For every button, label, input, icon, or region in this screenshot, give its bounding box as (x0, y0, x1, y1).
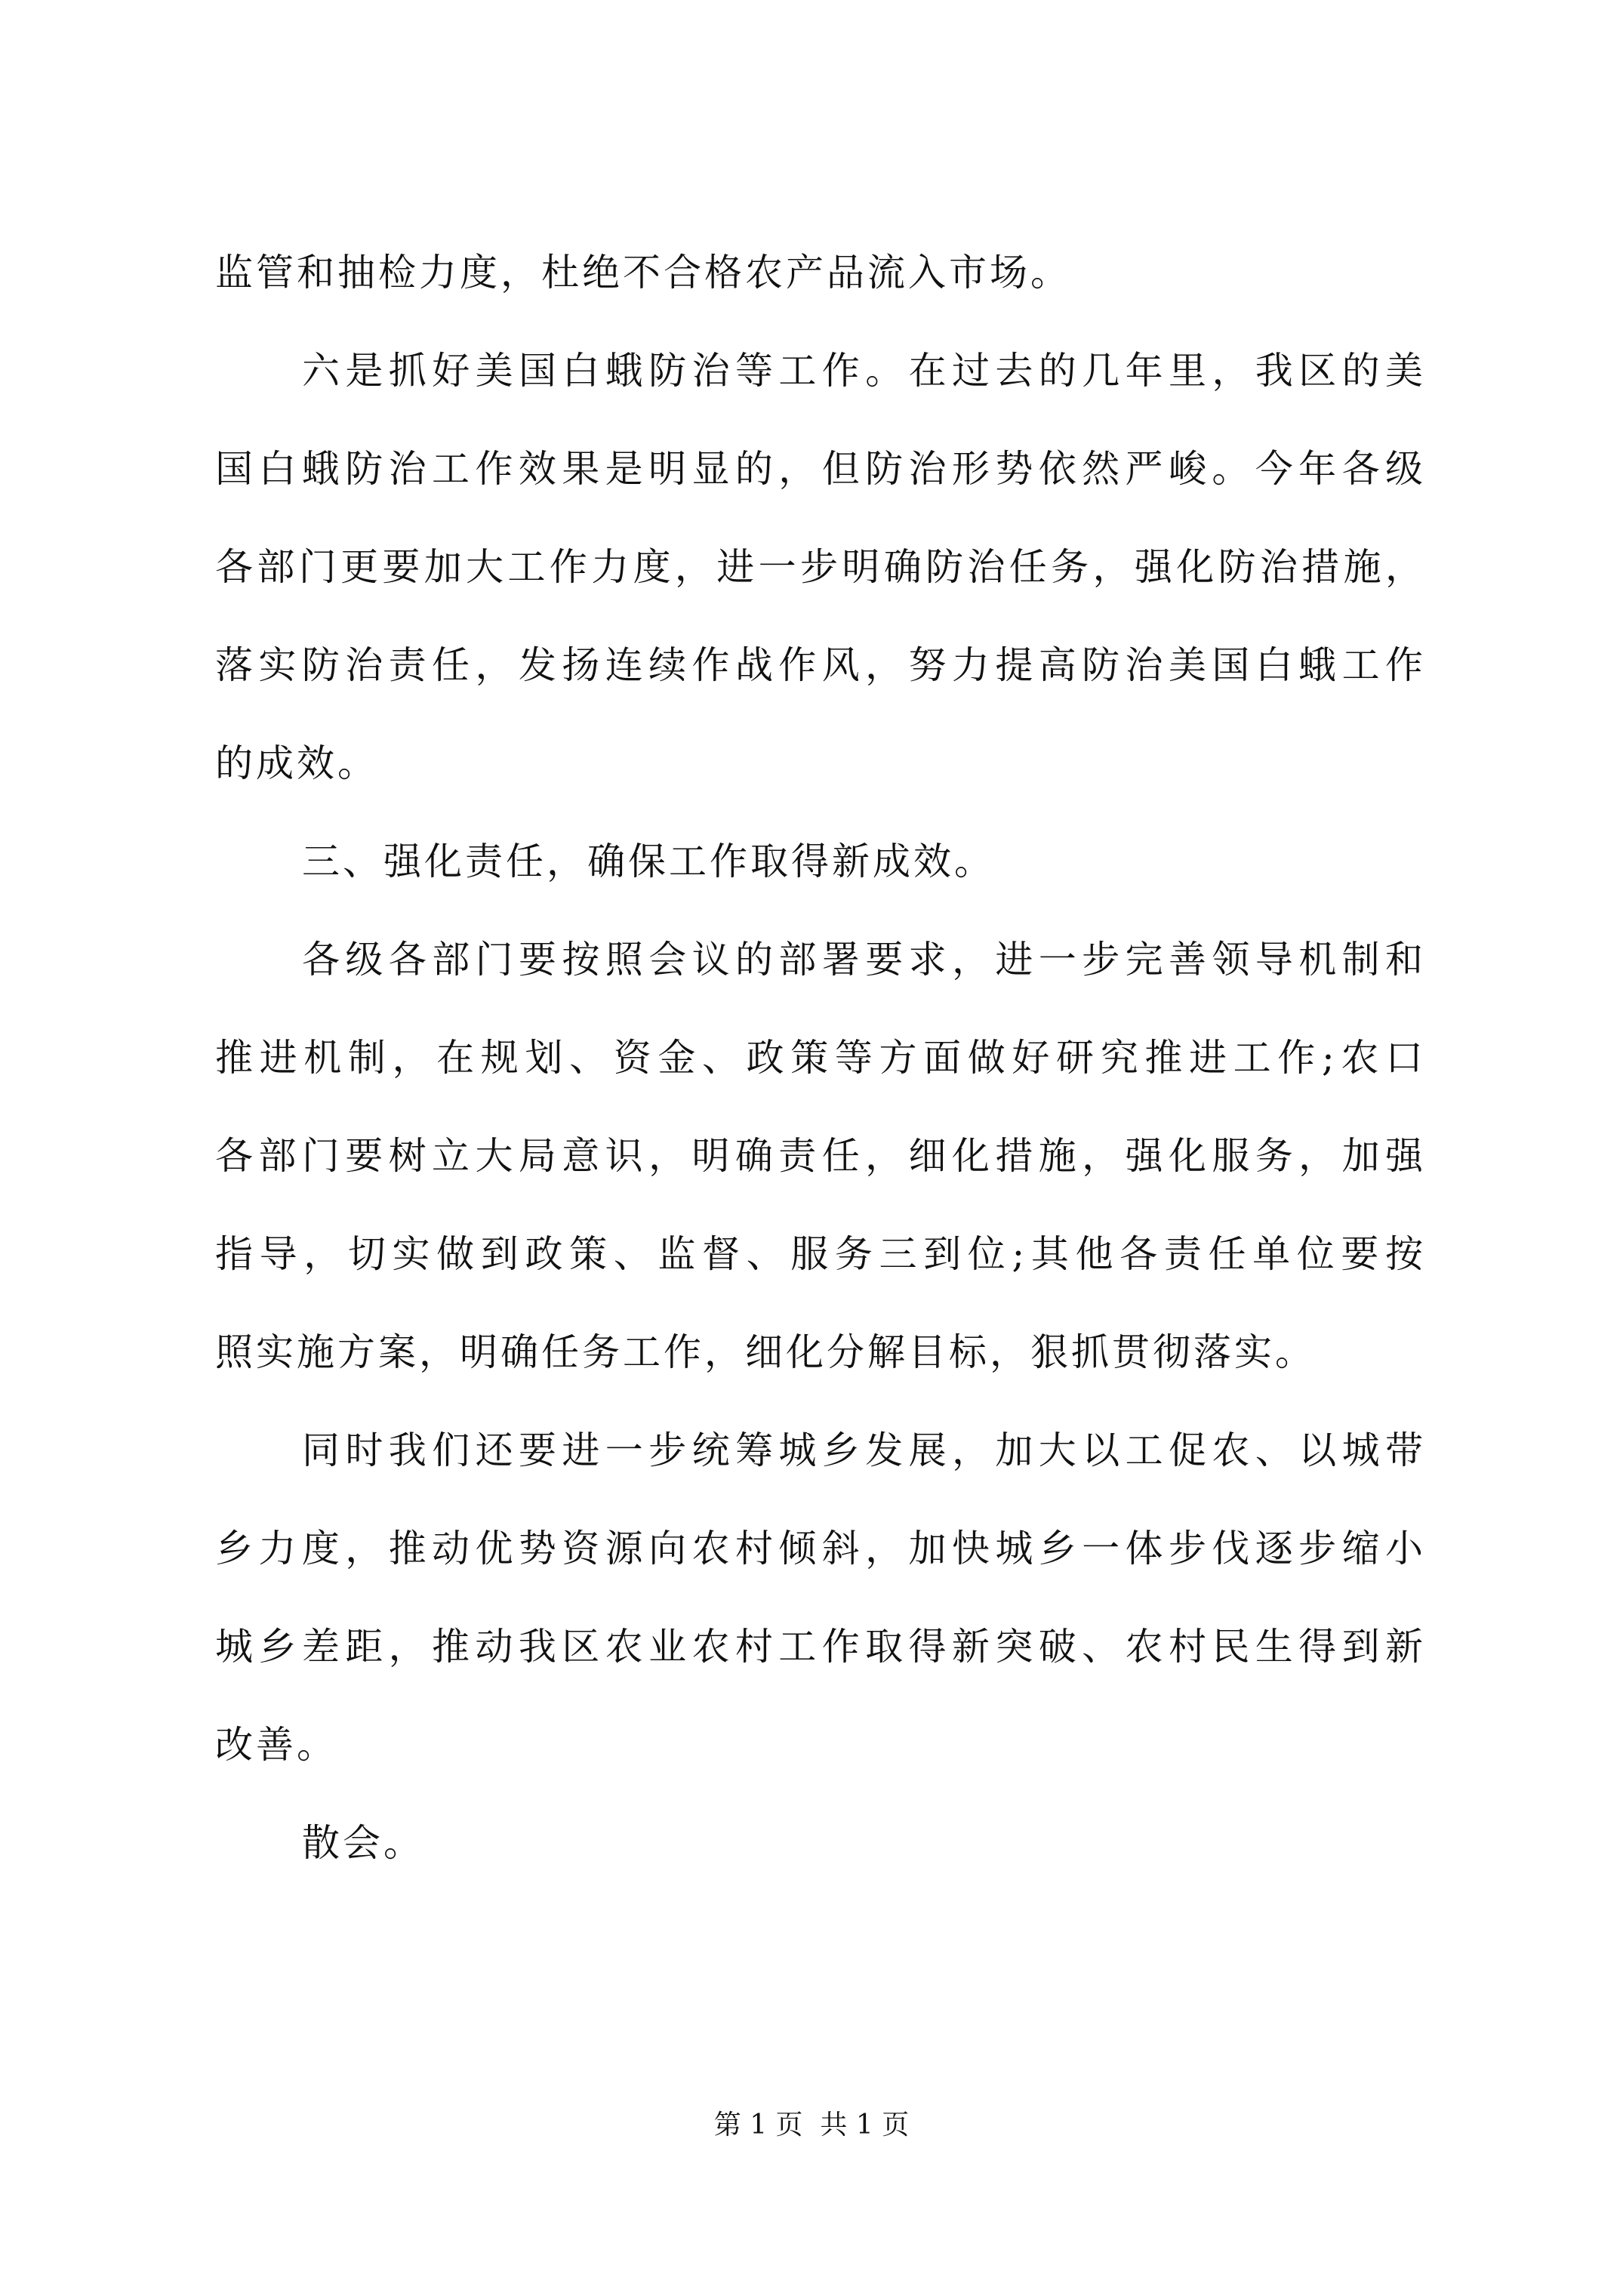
text-line: 指导，切实做到政策、监督、服务三到位;其他各责任单位要按 (215, 1232, 1423, 1276)
text-line: 照实施方案，明确任务工作，细化分解目标，狠抓贯彻落实。 (215, 1330, 1316, 1374)
text-line: 各级各部门要按照会议的部署要求，进一步完善领导机制和 (302, 938, 1423, 982)
section-heading: 三、强化责任，确保工作取得新成效。 (302, 840, 995, 883)
text-line: 改善。 (215, 1723, 337, 1767)
text-line: 乡力度，推动优势资源向农村倾斜，加快城乡一体步伐逐步缩小 (215, 1527, 1423, 1570)
text-line: 监管和抽检力度，杜绝不合格农产品流入市场。 (215, 251, 1071, 294)
text-line: 国白蛾防治工作效果是明显的，但防治形势依然严峻。今年各级 (215, 447, 1423, 491)
text-line: 散会。 (302, 1821, 424, 1865)
text-line: 推进机制，在规划、资金、政策等方面做好研究推进工作;农口 (215, 1036, 1423, 1080)
page-footer: 第 1 页 共 1 页 (713, 2110, 910, 2140)
text-line: 同时我们还要进一步统筹城乡发展，加大以工促农、以城带 (302, 1428, 1423, 1472)
text-line: 的成效。 (215, 741, 378, 785)
text-line: 各部门更要加大工作力度，进一步明确防治任务，强化防治措施， (215, 545, 1423, 589)
text-line: 六是抓好美国白蛾防治等工作。在过去的几年里，我区的美 (302, 349, 1423, 393)
text-line: 落实防治责任，发扬连续作战作风，努力提高防治美国白蛾工作 (215, 643, 1423, 687)
text-line: 各部门要树立大局意识，明确责任，细化措施，强化服务，加强 (215, 1134, 1423, 1178)
text-line: 城乡差距，推动我区农业农村工作取得新突破、农村民生得到新 (215, 1625, 1423, 1669)
